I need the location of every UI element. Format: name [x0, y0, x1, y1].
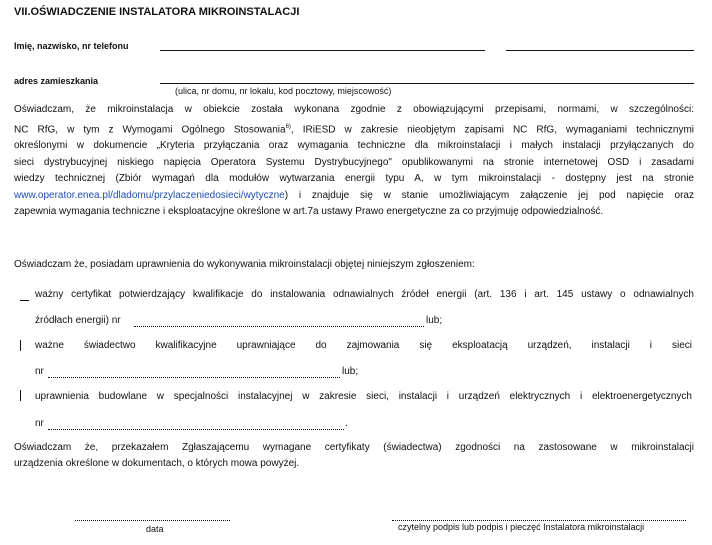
phone-field[interactable]: [506, 40, 694, 51]
footnote-6-marker: 6): [285, 123, 291, 130]
signature-field[interactable]: [392, 510, 686, 521]
signature-label: czytelny podpis lub podpis i pieczęć Instalatora mikroinstalacji: [398, 522, 645, 532]
declaration-1-line-6: [14, 188, 694, 205]
option-1-checkbox[interactable]: [20, 300, 29, 301]
declaration-1-line-1: Oświadczam, że mikroinstalacja w obiekcie została wykonana zgodnie z obowiązującymi przepisami, normami, w szczególności:: [14, 104, 694, 115]
option-3-suffix: .: [345, 418, 348, 429]
declaration-3-line-1: Oświadczam że, przekazałem Zgłaszającemu wymagane certyfikaty (świadectwa) zgodności na zastosowane w mikroinstalacji: [14, 442, 694, 453]
operator-guidelines-link[interactable]: www.operator.enea.pl/dladomu/przylaczeniedosieci/wytyczne: [14, 189, 285, 201]
declaration-1: [14, 102, 694, 221]
option-3-line-1: uprawnienia budowlane w specjalności instalacyjnej w zakresie sieci, instalacji i urządzeń elektrycznych i elektroenergetycznych: [35, 391, 692, 402]
option-3-prefix: nr: [35, 418, 44, 429]
option-3-number-field[interactable]: [48, 419, 344, 430]
declaration-1-line-7: zapewnia wymagania techniczne i eksploatacyjne określone w art.7a ustawy Prawo energetyczne za co przyjmuję odpowiedzialność.: [14, 206, 604, 218]
declaration-1-line-2: [14, 119, 694, 139]
declaration-1-line-2a: NC RfG, w tym z Wymogami Ogólnego Stosowania: [14, 123, 286, 135]
option-2-prefix: nr: [35, 366, 44, 377]
address-label: adres zamieszkania: [14, 76, 99, 86]
declaration-2: Oświadczam że, posiadam uprawnienia do wykonywania mikroinstalacji objętej niniejszym zgłoszeniem:: [14, 259, 475, 270]
address-field[interactable]: [160, 73, 694, 84]
option-2-checkbox[interactable]: [20, 340, 21, 351]
name-phone-label: Imię, nazwisko, nr telefonu: [14, 41, 129, 51]
option-1-number-field[interactable]: [134, 316, 424, 327]
declaration-1-line-4: sieci dystrybucyjnej niskiego napięcia Operatora Systemu Dystrybucyjnego" opublikowanymi na stronie internetowej OSD i zasadami: [14, 156, 694, 168]
declaration-1-line-2b: , IRiESD w zakresie nieobjętym zapisami NC RfG, wymaganiami technicznymi: [290, 123, 694, 135]
date-label: data: [146, 524, 164, 534]
date-field[interactable]: [75, 510, 230, 521]
declaration-1-line-5: wiedzy technicznej (Zbiór wymagań dla modułów wytwarzania energii typu A, w tym mikroinstalacji - dostępny jest na stronie: [14, 173, 694, 185]
option-2-line-1: ważne świadectwo kwalifikacyjne uprawniające do zajmowania się eksploatacją urządzeń, instalacji i sieci: [35, 340, 692, 351]
option-1-suffix: lub;: [426, 315, 443, 326]
option-2-number-field[interactable]: [48, 367, 340, 378]
declaration-3-line-2: urządzenia określone w dokumentach, o których mowa powyżej.: [14, 458, 300, 469]
option-2-suffix: lub;: [342, 366, 359, 377]
option-1-prefix: źródłach energii) nr: [35, 315, 121, 326]
declaration-1-line-3: określonymi w dokumencie „Kryteria przyłączania oraz wymagania techniczne dla mikroinstalacji i małych instalacji przyłączanych do: [14, 140, 694, 152]
option-3-checkbox[interactable]: [20, 390, 21, 401]
address-hint: (ulica, nr domu, nr lokalu, kod pocztowy, miejscowość): [175, 86, 392, 96]
section-title: VII.OŚWIADCZENIE INSTALATORA MIKROINSTALACJI: [14, 6, 300, 18]
option-1-line-1: ważny certyfikat potwierdzający kwalifikacje do instalowania odnawialnych źródeł energii (art. 136 i art. 145 ustawy o odnawialnych: [35, 289, 694, 300]
name-phone-field[interactable]: [160, 40, 485, 51]
declaration-1-line-6b: ) i znajduje się w stanie umożliwiającym załączenie jej pod napięcie oraz: [284, 189, 694, 201]
